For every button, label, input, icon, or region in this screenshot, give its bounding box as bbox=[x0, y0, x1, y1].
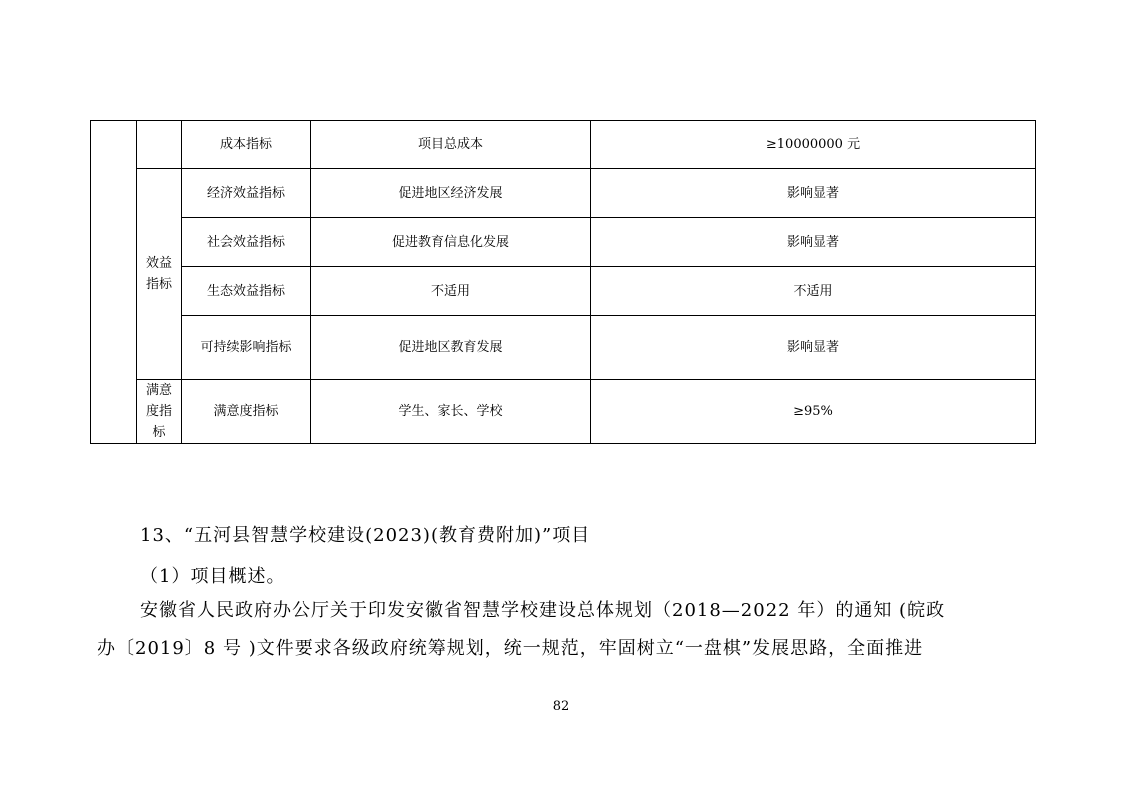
target-cell: ≥10000000 元 bbox=[591, 121, 1036, 169]
metric-cell: 可持续影响指标 bbox=[182, 316, 311, 380]
second-level-category-cell bbox=[137, 121, 182, 169]
table-row bbox=[91, 218, 1036, 267]
content-cell: 促进教育信息化发展 bbox=[311, 218, 591, 267]
section-heading: 13、“五河县智慧学校建设(2023)(教育费附加)”项目 bbox=[140, 525, 591, 546]
performance-indicator-table bbox=[90, 120, 1036, 444]
target-cell: 影响显著 bbox=[591, 169, 1036, 218]
content-cell: 学生、家长、学校 bbox=[311, 380, 591, 444]
table-row bbox=[91, 267, 1036, 316]
metric-cell: 满意度指标 bbox=[182, 380, 311, 444]
target-cell: 影响显著 bbox=[591, 218, 1036, 267]
metric-cell: 社会效益指标 bbox=[182, 218, 311, 267]
target-cell: ≥95% bbox=[591, 380, 1036, 444]
metric-cell: 经济效益指标 bbox=[182, 169, 311, 218]
target-cell: 不适用 bbox=[591, 267, 1036, 316]
paragraph-line: 安徽省人民政府办公厅关于印发安徽省智慧学校建设总体规划（2018—2022 年）的通知 (皖政 bbox=[140, 600, 946, 621]
content-cell: 促进地区经济发展 bbox=[311, 169, 591, 218]
benefit-indicator-label: 效益 指标 bbox=[137, 169, 182, 380]
metric-cell: 生态效益指标 bbox=[182, 267, 311, 316]
first-level-category-cell bbox=[91, 121, 137, 444]
metric-cell: 成本指标 bbox=[182, 121, 311, 169]
table-row bbox=[91, 316, 1036, 380]
content-cell: 不适用 bbox=[311, 267, 591, 316]
subsection-heading: （1）项目概述。 bbox=[140, 566, 286, 587]
paragraph-line: 办〔2019〕8 号 )文件要求各级政府统筹规划，统一规范，牢固树立“一盘棋”发展思路，全面推进 bbox=[97, 638, 924, 659]
table-row bbox=[91, 169, 1036, 218]
content-cell: 项目总成本 bbox=[311, 121, 591, 169]
target-cell: 影响显著 bbox=[591, 316, 1036, 380]
table-row bbox=[91, 380, 1036, 444]
content-cell: 促进地区教育发展 bbox=[311, 316, 591, 380]
satisfaction-indicator-label: 满意 度指 标 bbox=[137, 380, 182, 444]
table-row bbox=[91, 121, 1036, 169]
page-number: 82 bbox=[552, 699, 570, 714]
